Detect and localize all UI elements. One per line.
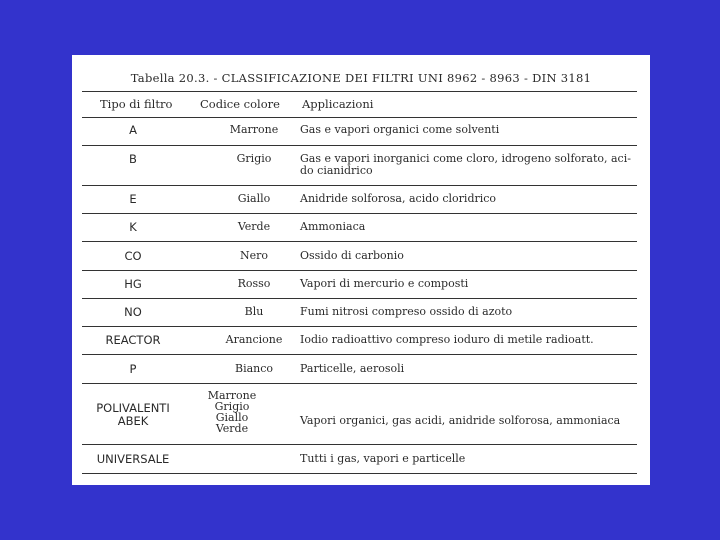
bottom-rule bbox=[82, 473, 637, 474]
cell-application: Anidride solforosa, acido cloridrico bbox=[300, 192, 497, 205]
table-sheet bbox=[72, 55, 650, 485]
cell-color: Giallo bbox=[237, 192, 271, 205]
cell-type: K bbox=[129, 220, 137, 234]
row-divider bbox=[82, 298, 637, 299]
cell-color: Verde bbox=[237, 220, 271, 233]
cell-type: REACTOR bbox=[105, 333, 161, 347]
table-title: Tabella 20.3. - CLASSIFICAZIONE DEI FILTRI UNI 8962 - 8963 - DIN 3181 bbox=[130, 71, 592, 85]
cell-color: Grigio bbox=[236, 152, 272, 165]
cell-color: Marrone bbox=[207, 389, 257, 402]
cell-type: UNIVERSALE bbox=[96, 452, 170, 466]
cell-application: Fumi nitrosi compreso ossido di azoto bbox=[300, 305, 513, 318]
row-divider bbox=[82, 185, 637, 186]
cell-type-line2: ABEK bbox=[117, 414, 149, 428]
cell-color: Bianco bbox=[234, 362, 274, 375]
row-divider bbox=[82, 444, 637, 445]
cell-application: Ammoniaca bbox=[300, 220, 366, 233]
row-divider bbox=[82, 213, 637, 214]
cell-type: HG bbox=[124, 277, 142, 291]
cell-application-line2: do cianidrico bbox=[300, 164, 373, 177]
header-application: Applicazioni bbox=[302, 97, 374, 111]
cell-application: Vapori di mercurio e composti bbox=[300, 277, 469, 290]
cell-color: Marrone bbox=[229, 123, 279, 136]
row-divider bbox=[82, 241, 637, 242]
cell-color: Giallo bbox=[215, 411, 249, 424]
cell-type: NO bbox=[124, 305, 142, 319]
top-rule bbox=[82, 91, 637, 92]
row-divider bbox=[82, 117, 637, 118]
cell-type: CO bbox=[124, 249, 142, 263]
cell-color: Verde bbox=[215, 422, 249, 435]
header-type: Tipo di filtro bbox=[100, 97, 173, 111]
cell-application: Particelle, aerosoli bbox=[300, 362, 405, 375]
cell-color: Blu bbox=[244, 305, 264, 318]
cell-application: Ossido di carbonio bbox=[300, 249, 404, 262]
row-divider bbox=[82, 354, 637, 355]
header-color: Codice colore bbox=[200, 97, 280, 111]
cell-color-list bbox=[172, 390, 292, 434]
cell-application: Gas e vapori organici come solventi bbox=[300, 123, 500, 136]
cell-type: E bbox=[129, 192, 137, 206]
row-divider bbox=[82, 270, 637, 271]
row-divider bbox=[82, 326, 637, 327]
cell-type: POLIVALENTI bbox=[96, 401, 170, 415]
cell-color: Grigio bbox=[214, 400, 250, 413]
cell-type: A bbox=[129, 123, 137, 137]
cell-color: Arancione bbox=[225, 333, 283, 346]
cell-type: B bbox=[129, 152, 137, 166]
row-divider bbox=[82, 383, 637, 384]
cell-application: Vapori organici, gas acidi, anidride solforosa, ammoniaca bbox=[300, 414, 621, 427]
cell-application: Tutti i gas, vapori e particelle bbox=[300, 452, 466, 465]
cell-application: Iodio radioattivo compreso ioduro di metile radioatt. bbox=[300, 333, 594, 346]
cell-application: Gas e vapori inorganici come cloro, idrogeno solforato, aci- bbox=[300, 152, 631, 165]
cell-type: P bbox=[129, 362, 137, 376]
cell-color: Rosso bbox=[237, 277, 271, 290]
cell-color: Nero bbox=[239, 249, 268, 262]
row-divider bbox=[82, 145, 637, 146]
